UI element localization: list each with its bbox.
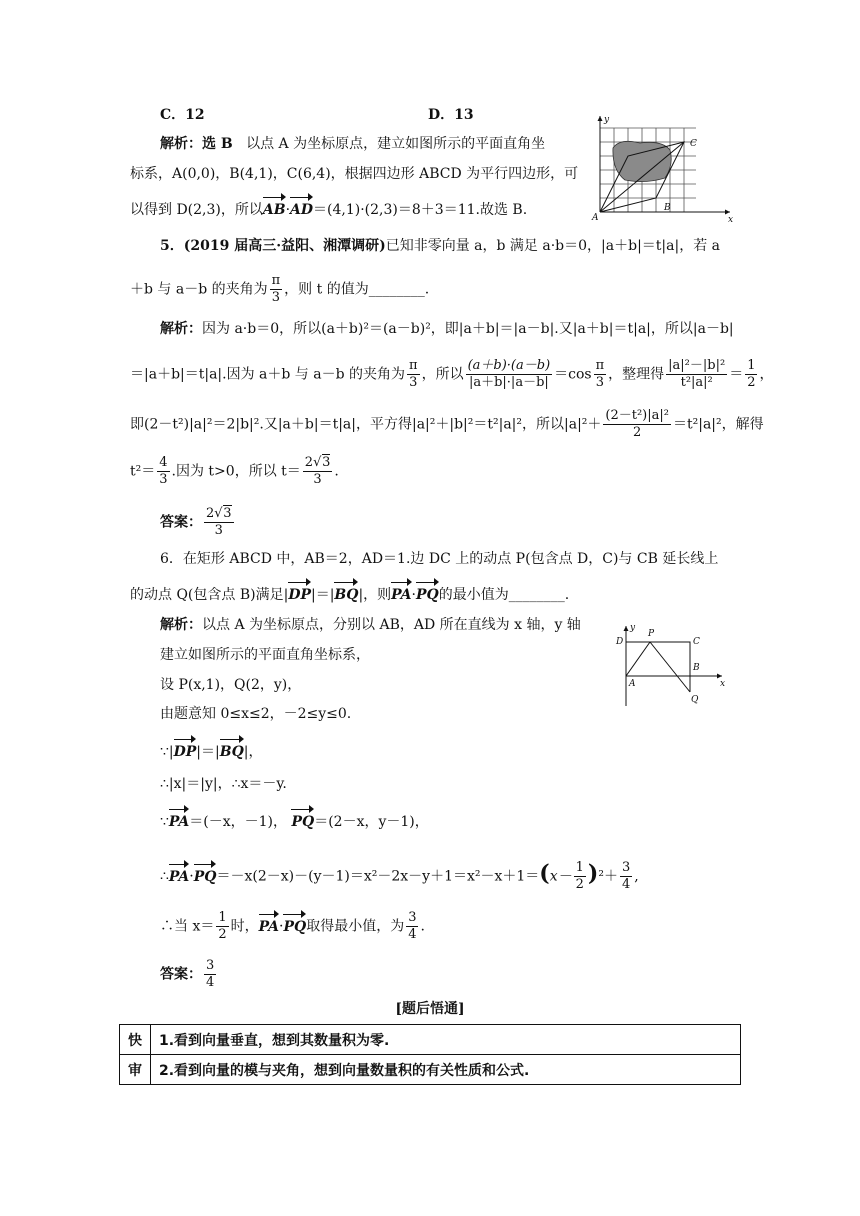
q5-solution-text: 因为 a·b＝0，所以(a＋b)²＝(a－b)²，即|a＋b|＝|a－b|.又|a＋b|＝t|a|，所以|a－b| (202, 321, 734, 337)
q6-solution-text: ²＋ (598, 868, 618, 885)
therefore-symbol: ∴ (160, 868, 169, 885)
q6-solution-text: |， (243, 744, 263, 760)
q6-solution-line9 (160, 910, 425, 943)
fraction-numerator: π (595, 358, 605, 373)
vector-ab: AB (263, 199, 286, 221)
because-symbol: ∵ (160, 814, 169, 830)
vector-pq: PQ (291, 811, 314, 833)
q6-solution-text: ＝－x(2－x)－(y－1)＝x²－2x－y＋1＝x²－x＋1＝ (216, 868, 540, 885)
vector-dp: DP (288, 584, 311, 606)
point-label-b: B (693, 663, 700, 673)
q5-solution-text: .因为 t>0，所以 t＝ (171, 463, 301, 480)
segment-pq (650, 642, 690, 692)
q6-solution-line7 (160, 811, 429, 833)
q5-text: ，则 t 的值为________. (284, 281, 430, 298)
answer-label: 答案： (160, 514, 202, 531)
fraction-denominator: 2 (575, 877, 584, 892)
point-label-a: A (629, 679, 636, 689)
root-argument: 3 (322, 455, 331, 470)
question-source: (2019 届高三·益阳、湘潭调研) (183, 238, 386, 254)
q6-text: |，则 (358, 587, 392, 603)
answer-label: 答案： (160, 966, 202, 983)
sqrt-symbol (214, 506, 231, 522)
summary-table (119, 1024, 741, 1085)
q6-text: |＝| (310, 587, 335, 603)
q4-solution-line3 (130, 199, 527, 221)
fraction-denominator: 4 (408, 927, 417, 942)
point-label-q: Q (691, 695, 699, 705)
fraction-denominator: 3 (595, 375, 605, 390)
q4-text: 以点 A 为坐标原点，建立如图所示的平面直角坐 (246, 136, 546, 152)
option-d: D．13 (428, 107, 474, 123)
fraction-numerator: 3 (408, 910, 417, 925)
root-coefficient: 2 (206, 506, 215, 521)
fraction-denominator: 4 (206, 975, 215, 990)
q6-solution-text: ∴当 x＝ (160, 918, 215, 935)
q5-solution-line2 (130, 358, 773, 391)
figure-grid-parallelogram (590, 110, 738, 222)
q6-solution-line2: 建立如图所示的平面直角坐标系， (160, 647, 370, 663)
vector-dp: DP (174, 741, 197, 763)
q6-solution-line5 (160, 741, 262, 763)
fraction-denominator: 2 (633, 425, 642, 440)
period: . (334, 463, 339, 480)
q5-solution-text: ，所以 (421, 366, 464, 383)
dot-operator: · (279, 918, 284, 935)
fraction-numerator: 1 (747, 358, 756, 373)
q6-solution-text: x－ (549, 868, 572, 885)
root-coefficient: 2 (304, 455, 314, 470)
dot-operator: · (285, 202, 291, 218)
q6-solution-line8: ∴PA·PQ＝－x(2－x)－(y－1)＝x²－2x－y＋1＝x²－x＋1＝(x－ $\frac{1}{2}$ )²＋ $\frac{3}{4}$ , (160, 860, 639, 892)
question-number: 5． (160, 238, 184, 254)
vector-pa: PA (169, 811, 189, 833)
q6-solution-text: 时， (230, 918, 259, 935)
vector-bq: BQ (220, 741, 244, 763)
vector-pq: PQ (283, 916, 306, 938)
fraction-denominator: 2 (218, 927, 227, 942)
summary-side-label-1: 快 (120, 1025, 151, 1055)
q6-solution-text: 以点 A 为坐标原点，分别以 AB，AD 所在直线为 x 轴，y 轴 (202, 617, 581, 633)
summary-item-1: 1.看到向量垂直，想到其数量积为零. (151, 1025, 741, 1055)
q4-solution-line1 (160, 133, 545, 155)
vector-pq: PQ (194, 866, 217, 888)
point-label-d: D (616, 637, 624, 647)
axis-label-y: y (630, 623, 636, 633)
q5-text: 已知非零向量 a，b 满足 a·b＝0，|a＋b|＝t|a|，若 a (385, 238, 720, 254)
solution-label: 解析： (160, 321, 202, 337)
fraction-numerator: 1 (575, 860, 584, 875)
q5-solution-text: ，整理得 (608, 366, 665, 383)
fraction-denominator: 3 (159, 472, 168, 487)
q5-solution-text: ＝t²|a|²，解得 (672, 416, 764, 433)
fraction-denominator: t²|a|² (680, 375, 713, 390)
sqrt-symbol (313, 455, 330, 471)
because-symbol: ∵| (160, 744, 174, 760)
q6-text: 的动点 Q(包含点 B)满足| (130, 587, 289, 603)
q6-solution-text: ＝(－x，－1)， (189, 814, 288, 830)
fraction-denominator: 3 (313, 472, 322, 487)
q5-solution-text: ＝cos (554, 366, 592, 383)
period: . (420, 918, 425, 935)
q5-text: ＋b 与 a－b 的夹角为 (130, 281, 268, 298)
dot-operator: · (411, 587, 416, 603)
fraction-numerator: 4 (159, 455, 168, 470)
summary-title: [题后悟通] (395, 1001, 465, 1017)
fraction-numerator: π (271, 273, 281, 288)
q5-solution-text: t²＝ (130, 463, 156, 480)
vector-bq: BQ (334, 584, 358, 606)
q6-stem-line2 (130, 584, 569, 606)
point-label-p: P (648, 629, 655, 639)
point-label-b: B (664, 203, 671, 213)
fraction-numerator: 1 (218, 910, 227, 925)
fraction-numerator: 3 (206, 958, 215, 973)
comma: ， (759, 366, 774, 383)
q4-solution-line2: 标系，A(0,0)，B(4,1)，C(6,4)，根据四边形 ABCD 为平行四边形，可 (130, 166, 579, 182)
vector-pa: PA (259, 916, 279, 938)
fraction-denominator: 2 (747, 375, 756, 390)
fraction-numerator: π (409, 358, 418, 373)
q4-text: ＝(4,1)·(2,3)＝8＋3＝11.故选 B. (313, 202, 528, 218)
axis-label-x: x (720, 679, 726, 689)
vector-ad: AD (290, 199, 313, 221)
q6-stem-line1: 6．在矩形 ABCD 中，AB＝2，AD＝1.边 DC 上的动点 P(包含点 D，C)与 CB 延长线上 (160, 551, 719, 567)
fraction-denominator: 4 (621, 877, 631, 892)
point-label-c: C (693, 637, 700, 647)
fraction-numerator: 3 (621, 860, 631, 875)
vector-pa: PA (391, 584, 411, 606)
q6-solution-text: |＝| (196, 744, 220, 760)
solution-label: 解析： (160, 617, 202, 633)
q6-solution-line4: 由题意知 0≤x≤2，－2≤y≤0. (160, 706, 352, 722)
solution-label: 解析：选 B (160, 136, 233, 152)
q6-answer (160, 958, 218, 991)
q5-answer (160, 506, 236, 539)
vector-pq: PQ (416, 584, 439, 606)
vector-pa: PA (169, 866, 189, 888)
q6-solution-line3: 设 P(x,1)，Q(2，y)， (160, 677, 302, 693)
option-c: C．12 (160, 107, 205, 123)
q5-stem-line2 (130, 273, 429, 306)
fraction-numerator: |a|²－|b|² (668, 358, 726, 373)
q5-solution-line1 (160, 318, 734, 340)
equals-sign: ＝ (729, 366, 744, 383)
q6-text: 的最小值为________. (438, 587, 570, 603)
fraction-numerator: (2－t²)|a|² (605, 408, 669, 423)
q6-solution-line1 (160, 614, 581, 636)
rectangle-abcd (626, 642, 690, 692)
q5-solution-line4 (130, 455, 339, 488)
dot-operator: · (189, 868, 194, 885)
q5-solution-text: ＝|a＋b|＝t|a|.因为 a＋b 与 a－b 的夹角为 (130, 366, 406, 383)
q6-solution-line6: ∴|x|＝|y|，∴x＝－y. (160, 776, 287, 792)
summary-side-label-2: 审 (120, 1055, 151, 1085)
q6-solution-text: 取得最小值，为 (306, 918, 405, 935)
q6-solution-text: ＝(2－x，y－1)， (314, 814, 429, 830)
fraction-numerator: (a＋b)·(a－b) (467, 358, 551, 373)
q5-solution-line3 (130, 408, 764, 441)
fraction-denominator: 3 (409, 375, 418, 390)
axis-label-y: y (604, 115, 610, 125)
fraction-denominator: 3 (214, 523, 223, 538)
q4-text: 以得到 D(2,3)，所以 (130, 202, 263, 218)
axis-label-x: x (728, 215, 734, 222)
fraction-denominator: 3 (271, 290, 281, 305)
point-label-a: A (592, 213, 599, 222)
fraction-denominator: |a＋b|·|a－b| (468, 375, 549, 390)
point-label-c: C (690, 139, 697, 149)
figure-rectangle-abcd (612, 620, 730, 710)
summary-item-2: 2.看到向量的模与夹角，想到向量数量积的有关性质和公式. (151, 1055, 741, 1085)
segment-pa (626, 642, 650, 676)
root-argument: 3 (223, 506, 232, 521)
q5-stem-line1 (160, 235, 720, 257)
q5-solution-text: 即(2－t²)|a|²＝2|b|².又|a＋b|＝t|a|，平方得|a|²＋|b|²＝t²|a|²，所以|a|²＋ (130, 416, 602, 433)
comma: , (634, 868, 639, 885)
